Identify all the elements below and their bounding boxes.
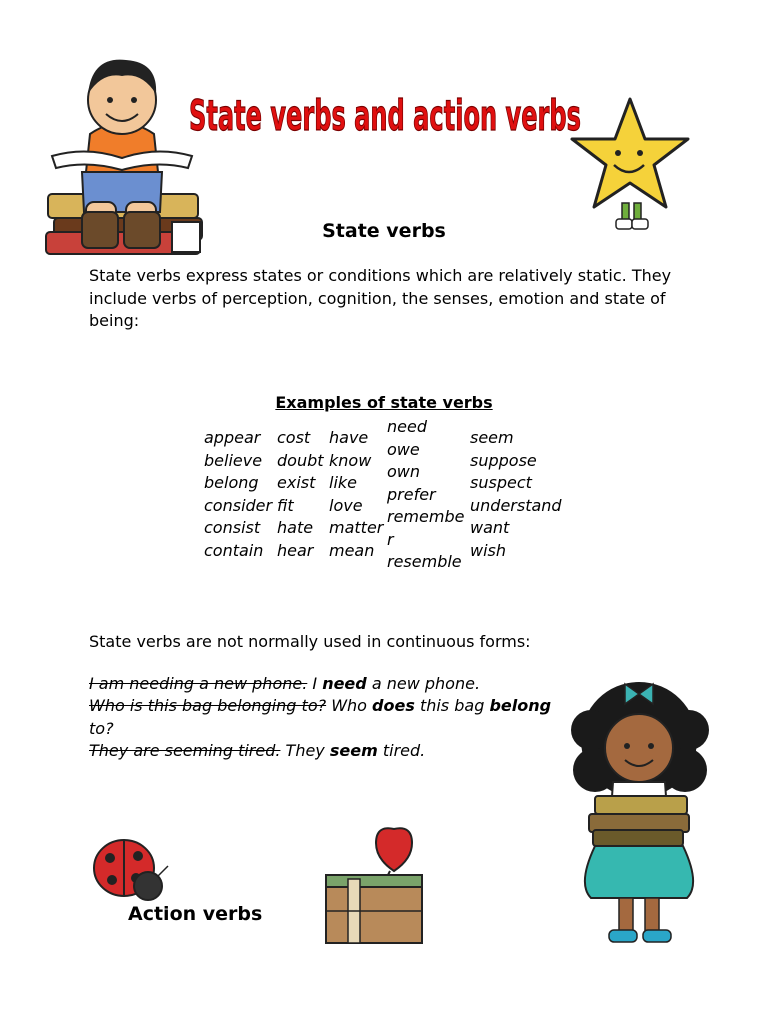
example-sentence-1 bbox=[89, 673, 569, 696]
sentence-text: They bbox=[280, 741, 330, 760]
incorrect-sentence: They are seeming tired. bbox=[89, 741, 281, 760]
ladybug-illustration bbox=[88, 828, 172, 908]
verb-item: hear bbox=[277, 540, 314, 560]
gift-box-illustration bbox=[320, 825, 432, 947]
smiling-star-illustration bbox=[568, 95, 692, 235]
girl-with-books-illustration bbox=[565, 670, 720, 952]
verb-item: own bbox=[387, 462, 421, 481]
state-verbs-heading: State verbs bbox=[322, 220, 446, 242]
state-verb: does bbox=[372, 696, 415, 715]
state-verb: need bbox=[322, 674, 367, 693]
verb-item: understand bbox=[470, 495, 562, 515]
verb-column-5 bbox=[470, 427, 562, 562]
sentence-text: I bbox=[307, 674, 323, 693]
verb-item: prefer bbox=[387, 484, 436, 504]
verb-item: consist bbox=[204, 518, 261, 537]
example-sentence-3 bbox=[89, 740, 569, 763]
incorrect-sentence: Who is this bag belonging to? bbox=[89, 696, 327, 715]
verb-item: remember bbox=[387, 507, 465, 549]
verb-column-3 bbox=[329, 427, 383, 562]
verb-column-4 bbox=[387, 416, 467, 574]
verb-item: fit bbox=[277, 495, 294, 515]
action-verbs-heading: Action verbs bbox=[128, 903, 263, 925]
page-title bbox=[185, 82, 585, 146]
incorrect-sentence: I am needing a new phone. bbox=[89, 674, 308, 693]
sentence-text: to? bbox=[89, 718, 114, 738]
verb-item: matter bbox=[329, 518, 384, 537]
verb-item: want bbox=[470, 518, 510, 537]
examples-title: Examples of state verbs bbox=[275, 393, 493, 412]
verb-item: doubt bbox=[277, 450, 324, 470]
verb-item: belong bbox=[204, 473, 259, 492]
title-text: State verbs and action verbs bbox=[189, 91, 581, 140]
verb-item: love bbox=[329, 495, 363, 515]
verb-item: believe bbox=[204, 450, 263, 470]
verb-item: suppose bbox=[470, 450, 537, 470]
sentence-text: tired. bbox=[377, 741, 426, 760]
sentence-text: this bag bbox=[414, 696, 490, 715]
verb-item: wish bbox=[470, 540, 507, 560]
verb-item: have bbox=[329, 428, 369, 447]
verb-item: contain bbox=[204, 540, 264, 560]
verb-item: know bbox=[329, 450, 372, 470]
verb-item: cost bbox=[277, 428, 311, 447]
verb-item: mean bbox=[329, 540, 375, 560]
verb-item: appear bbox=[204, 428, 261, 447]
example-sentence-2 bbox=[89, 695, 569, 740]
verb-item: resemble bbox=[387, 552, 462, 571]
continuous-note: State verbs are not normally used in continuous forms: bbox=[89, 632, 531, 651]
verb-item: need bbox=[387, 417, 427, 436]
sentence-text: a new phone. bbox=[366, 674, 481, 693]
verb-item: seem bbox=[470, 428, 514, 447]
verb-column-2 bbox=[277, 427, 324, 562]
verb-item: hate bbox=[277, 518, 314, 537]
state-verb: seem bbox=[329, 741, 378, 760]
state-verb: belong bbox=[489, 696, 552, 715]
verb-item: owe bbox=[387, 439, 420, 459]
verb-column-1 bbox=[204, 427, 272, 562]
verb-item: consider bbox=[204, 495, 273, 515]
intro-paragraph: State verbs express states or conditions which are relatively static. They include verbs of perception, cognition, the senses, emotion and state of being: bbox=[89, 266, 672, 330]
sentence-text: Who bbox=[326, 696, 373, 715]
verb-item: like bbox=[329, 473, 357, 492]
verb-item: exist bbox=[277, 473, 316, 492]
verb-item: suspect bbox=[470, 473, 532, 492]
